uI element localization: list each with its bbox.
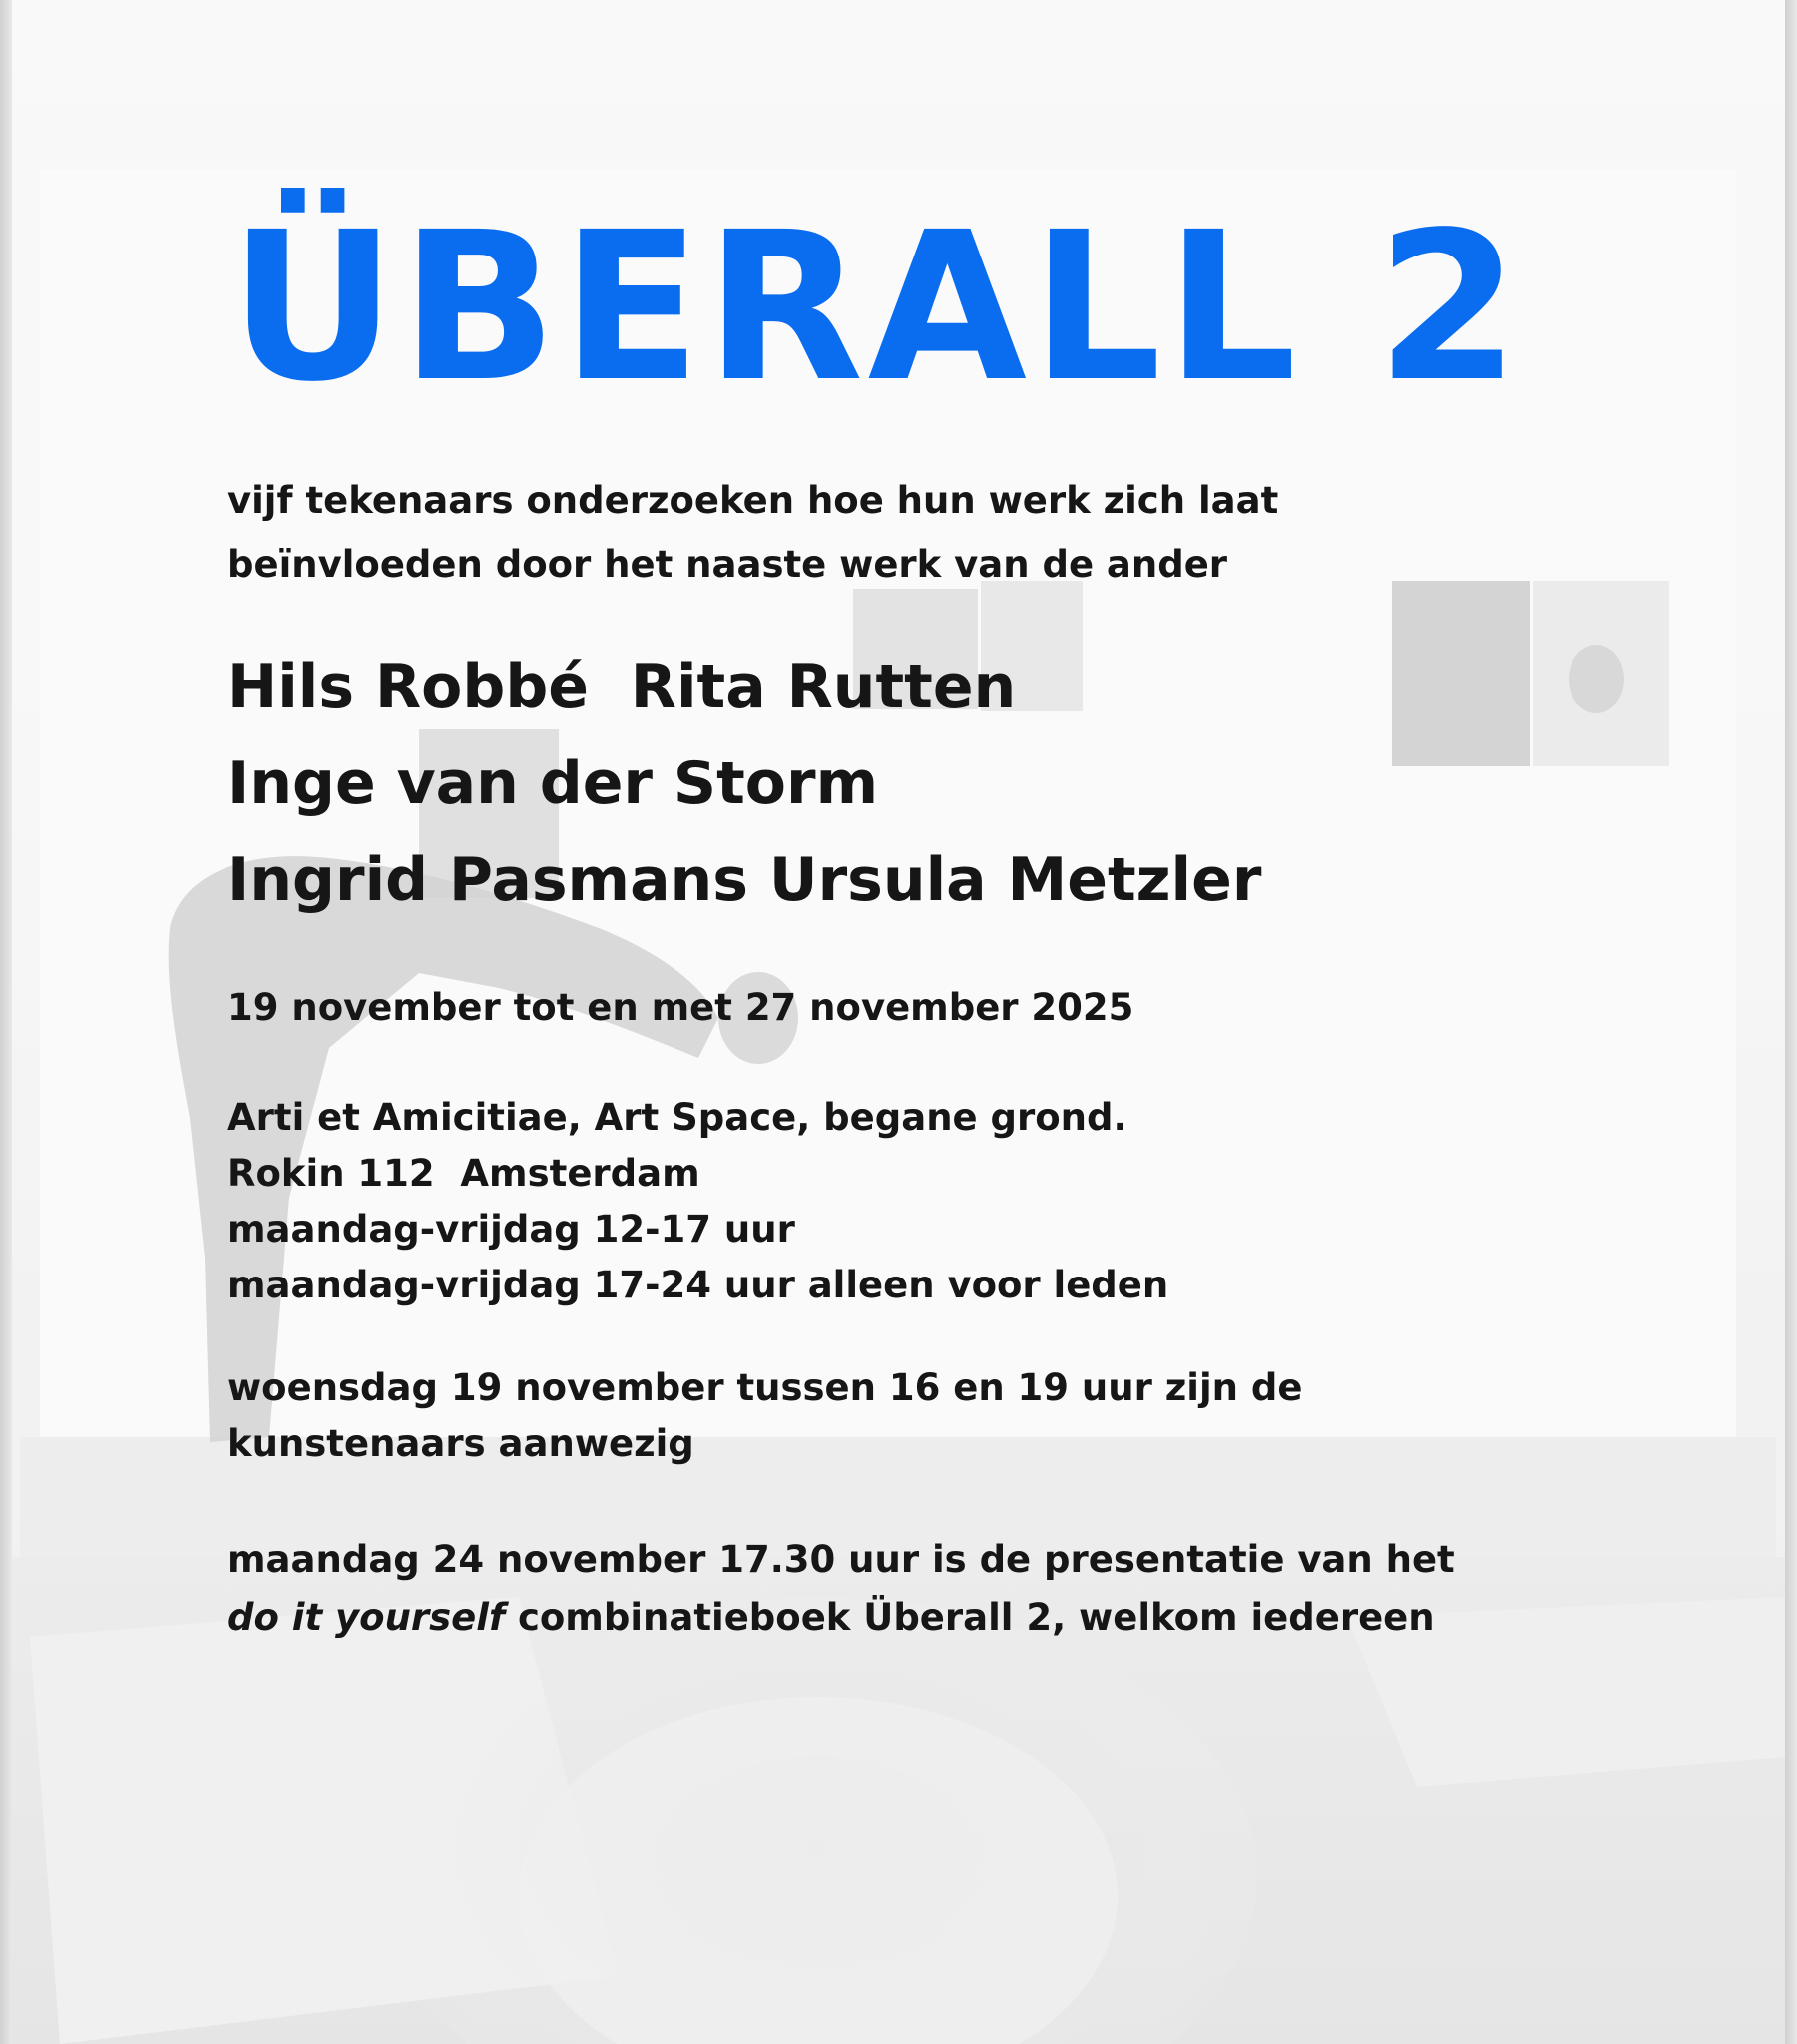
venue-name: Arti et Amicitiae, Art Space, begane grond. [227,1096,1127,1139]
left-border [0,0,12,2044]
artists-present-info [227,1360,1302,1472]
artist-list [227,639,1261,929]
exhibition-dates: 19 november tot en met 27 november 2025 [227,986,1134,1029]
subtitle [227,469,1278,597]
subtitle-line: vijf tekenaars onderzoeken hoe hun werk zich laat [227,479,1279,522]
opening-line: kunstenaars aanwezig [227,1422,694,1465]
presentation-italic-phrase: do it yourself [227,1596,506,1639]
opening-line: woensdag 19 november tussen 16 en 19 uur zijn de [227,1366,1303,1409]
book-presentation-info [227,1531,1455,1647]
presentation-line: maandag 24 november 17.30 uur is de presentatie van het [227,1538,1455,1581]
presentation-rest: combinatieboek Überall 2, welkom iedereen [505,1596,1435,1639]
opening-hours: maandag-vrijdag 12-17 uur [227,1208,795,1251]
right-border [1785,0,1797,2044]
venue-address: Rokin 112 Amsterdam [227,1152,700,1195]
artist-line: Ingrid Pasmans Ursula Metzler [227,845,1262,915]
artist-line: Inge van der Storm [227,749,879,818]
subtitle-line: beïnvloeden door het naaste werk van de ander [227,543,1228,586]
artist-line: Hils Robbé Rita Rutten [227,652,1017,722]
presentation-line [227,1589,1455,1647]
poster-title: ÜBERALL 2 [229,188,1524,427]
venue-info [227,1090,1168,1313]
members-hours: maandag-vrijdag 17-24 uur alleen voor leden [227,1264,1169,1306]
